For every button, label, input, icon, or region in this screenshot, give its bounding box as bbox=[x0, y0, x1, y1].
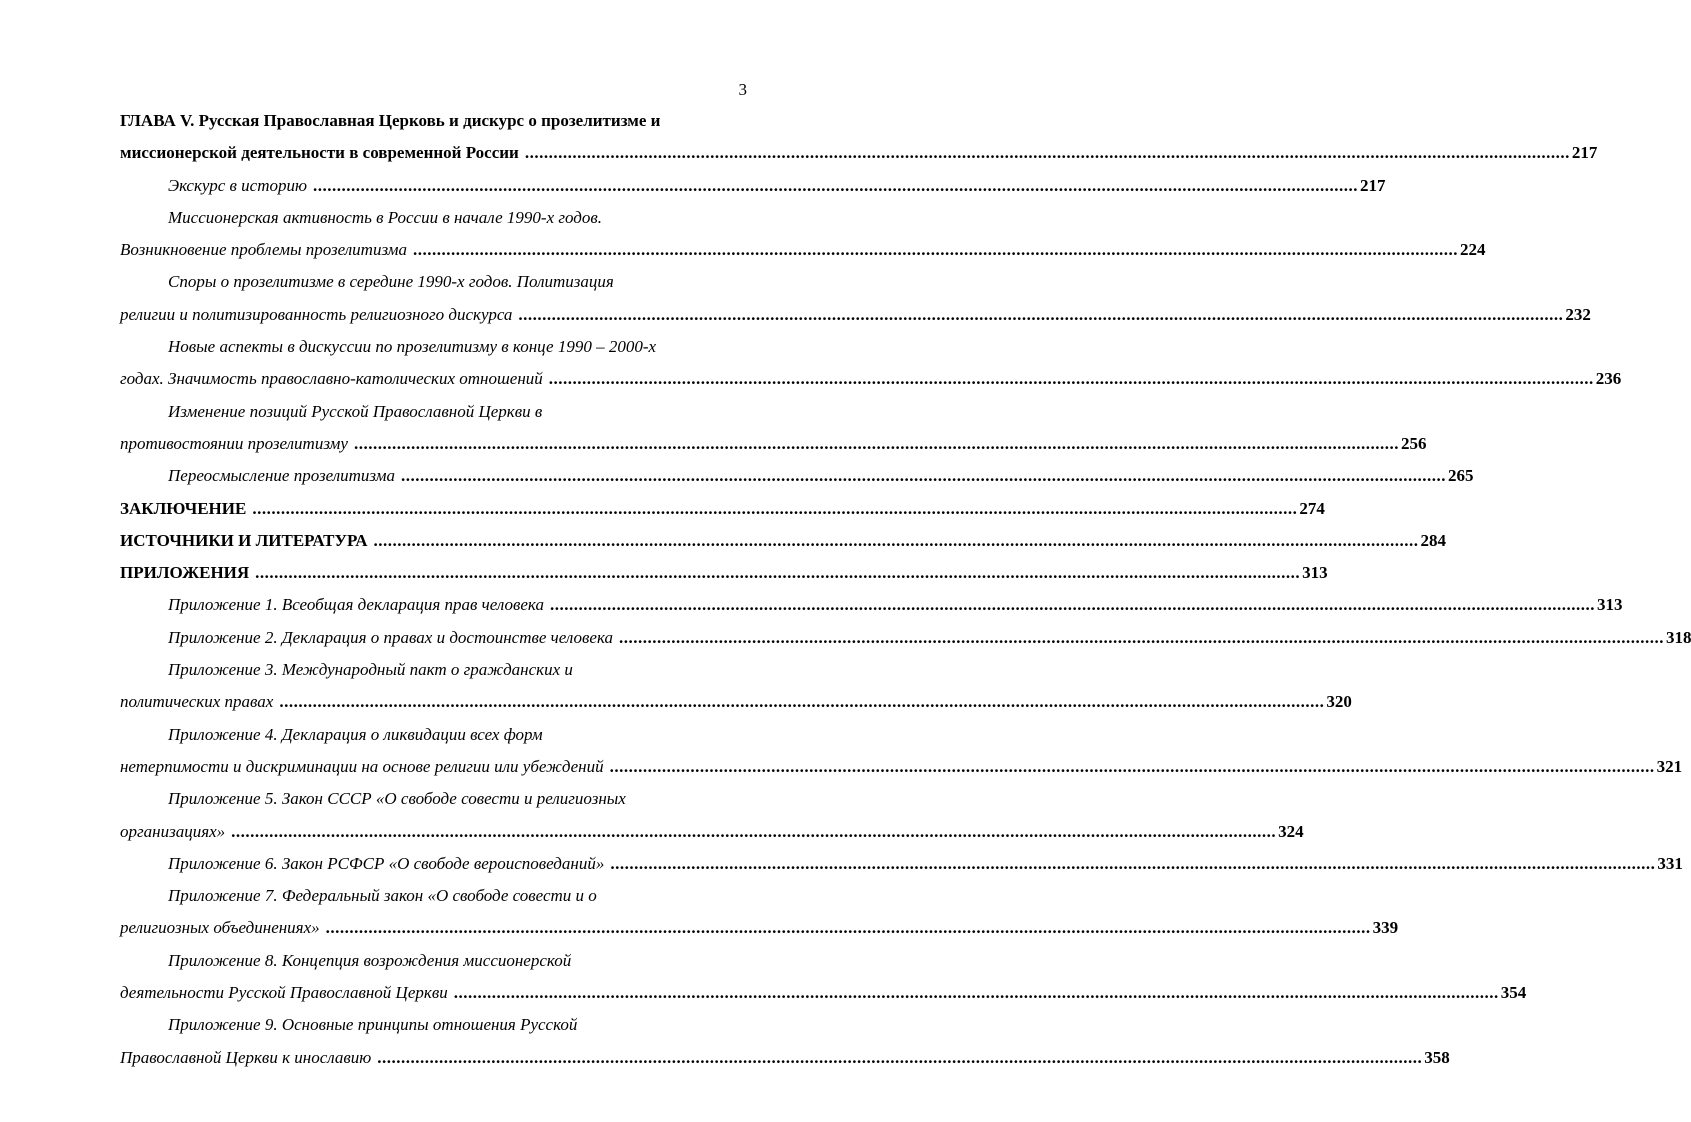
toc-entry-text: Переосмысление прозелитизма bbox=[168, 466, 395, 486]
toc-entry-text: организациях» bbox=[120, 821, 226, 841]
toc-entry-text: Приложение 2. Декларация о правах и достоинстве человека bbox=[168, 627, 613, 647]
toc-entry-text: годах. Значимость православно-католических отношений bbox=[120, 369, 543, 389]
toc-entry-text: Приложение 8. Концепция возрождения миссионерской bbox=[168, 950, 572, 970]
dot-leader: ............................................................................................................................................................................................................................ bbox=[279, 692, 1325, 712]
toc-entry-text: Приложение 9. Основные принципы отношения Русской bbox=[168, 1015, 578, 1035]
toc-page-number: 318 bbox=[1665, 627, 1691, 647]
toc-entry-text: Экскурс в историю bbox=[168, 175, 307, 195]
toc-section-excursus bbox=[120, 170, 1386, 202]
toc-page-number: 313 bbox=[1596, 595, 1623, 615]
dot-leader: ............................................................................................................................................................................................................................ bbox=[401, 466, 1446, 486]
toc-section-missionary-activity-line-2 bbox=[120, 234, 1486, 266]
toc-entry-text: Возникновение проблемы прозелитизма bbox=[120, 240, 408, 260]
toc-entry-text: ИСТОЧНИКИ И ЛИТЕРАТУРА bbox=[120, 530, 368, 550]
dot-leader: ............................................................................................................................................................................................................................ bbox=[255, 563, 1301, 583]
toc-entry-text: миссионерской деятельности в современной России bbox=[120, 143, 519, 163]
toc-entry-text: Изменение позиций Русской Православной Церкви в bbox=[168, 401, 543, 421]
toc-section-disputes-line-2 bbox=[120, 299, 1591, 331]
toc-entry-text: деятельности Русской Православной Церкви bbox=[120, 983, 448, 1003]
toc-entry-text: ГЛАВА V. Русская Православная Церковь и дискурс о прозелитизме и bbox=[120, 111, 661, 130]
toc-entry-text: Новые аспекты в дискуссии по прозелитизму в конце 1990 – 2000-х bbox=[168, 337, 657, 357]
toc-appendix-3-line-2 bbox=[120, 686, 1352, 718]
dot-leader: ............................................................................................................................................................................................................................ bbox=[231, 821, 1277, 841]
toc-entry-text: Приложение 3. Международный пакт о гражданских и bbox=[168, 660, 573, 680]
dot-leader: ............................................................................................................................................................................................................................ bbox=[377, 1047, 1423, 1067]
toc-entry-text: Споры о прозелитизме в середине 1990-х годов. Политизация bbox=[168, 272, 614, 292]
toc-page-number: 358 bbox=[1424, 1047, 1450, 1067]
toc-entry-text: противостоянии прозелитизму bbox=[120, 433, 348, 453]
toc-appendix-2 bbox=[120, 622, 1691, 654]
dot-leader: ............................................................................................................................................................................................................................ bbox=[609, 756, 1655, 776]
toc-sources bbox=[120, 525, 1446, 557]
toc-page-number: 321 bbox=[1656, 756, 1683, 776]
toc-appendix-4-line-1 bbox=[120, 719, 732, 751]
toc-appendix-9-line-2 bbox=[120, 1042, 1450, 1074]
toc-appendix-8-line-1 bbox=[120, 945, 732, 977]
dot-leader: ............................................................................................................................................................................................................................ bbox=[549, 595, 1595, 615]
toc-entry-text: ЗАКЛЮЧЕНИЕ bbox=[120, 498, 247, 518]
table-of-contents bbox=[120, 105, 1691, 1074]
toc-entry-text: политических правах bbox=[120, 692, 274, 712]
toc-page-number: 284 bbox=[1420, 530, 1446, 550]
dot-leader: ............................................................................................................................................................................................................................ bbox=[325, 918, 1371, 938]
toc-chapter-5-title-line-2 bbox=[120, 137, 1598, 169]
toc-page-number: 320 bbox=[1326, 692, 1352, 712]
toc-conclusion bbox=[120, 493, 1325, 525]
toc-section-missionary-activity-line-1 bbox=[120, 202, 732, 234]
toc-entry-text: Приложение 6. Закон РСФСР «О свободе вероисповеданий» bbox=[168, 853, 605, 873]
toc-section-new-aspects-line-1 bbox=[120, 331, 732, 363]
toc-entry-text: Приложение 1. Всеобщая декларация прав человека bbox=[168, 595, 544, 615]
toc-section-position-change-line-2 bbox=[120, 428, 1427, 460]
toc-entry-text: религии и политизированность религиозного дискурса bbox=[120, 304, 513, 324]
dot-leader: ............................................................................................................................................................................................................................ bbox=[618, 627, 1664, 647]
toc-appendix-6 bbox=[120, 848, 1683, 880]
toc-entry-text: религиозных объединениях» bbox=[120, 918, 320, 938]
toc-appendix-1 bbox=[120, 589, 1623, 621]
dot-leader: ............................................................................................................................................................................................................................ bbox=[252, 498, 1298, 518]
dot-leader: ............................................................................................................................................................................................................................ bbox=[453, 983, 1499, 1003]
toc-entry-text: Приложение 7. Федеральный закон «О свободе совести и о bbox=[168, 886, 597, 906]
toc-appendix-4-line-2 bbox=[120, 751, 1683, 783]
toc-page-number: 217 bbox=[1571, 143, 1598, 163]
toc-page-number: 339 bbox=[1372, 918, 1399, 938]
dot-leader: ............................................................................................................................................................................................................................ bbox=[413, 240, 1459, 260]
toc-page-number: 324 bbox=[1278, 821, 1304, 841]
dot-leader: ............................................................................................................................................................................................................................ bbox=[373, 530, 1419, 550]
toc-appendix-3-line-1 bbox=[120, 654, 732, 686]
toc-entry-text: ПРИЛОЖЕНИЯ bbox=[120, 563, 250, 583]
toc-appendices bbox=[120, 557, 1328, 589]
toc-entry-text: Приложение 5. Закон СССР «О свободе совести и религиозных bbox=[168, 789, 626, 809]
dot-leader: ............................................................................................................................................................................................................................ bbox=[610, 853, 1656, 873]
toc-section-rethinking bbox=[120, 460, 1474, 492]
toc-page-number: 236 bbox=[1595, 369, 1622, 389]
toc-page-number: 232 bbox=[1565, 304, 1591, 324]
dot-leader: ............................................................................................................................................................................................................................ bbox=[353, 433, 1399, 453]
toc-page-number: 256 bbox=[1400, 433, 1427, 453]
toc-page-number: 217 bbox=[1360, 175, 1386, 195]
toc-appendix-9-line-1 bbox=[120, 1009, 732, 1041]
toc-page-number: 274 bbox=[1299, 498, 1325, 518]
toc-appendix-7-line-1 bbox=[120, 880, 732, 912]
toc-page-number: 354 bbox=[1500, 983, 1527, 1003]
toc-page-number: 224 bbox=[1460, 240, 1486, 260]
dot-leader: ............................................................................................................................................................................................................................ bbox=[518, 304, 1564, 324]
toc-appendix-5-line-1 bbox=[120, 783, 732, 815]
page-number: 3 bbox=[738, 80, 747, 99]
toc-appendix-7-line-2 bbox=[120, 912, 1399, 944]
dot-leader: ............................................................................................................................................................................................................................ bbox=[313, 175, 1358, 195]
toc-section-position-change-line-1 bbox=[120, 396, 732, 428]
toc-entry-text: Приложение 4. Декларация о ликвидации всех форм bbox=[168, 724, 543, 744]
toc-page-number: 331 bbox=[1657, 853, 1683, 873]
toc-appendix-5-line-2 bbox=[120, 816, 1304, 848]
toc-chapter-5-title-line-1 bbox=[120, 105, 732, 137]
toc-section-new-aspects-line-2 bbox=[120, 363, 1622, 395]
toc-section-disputes-line-1 bbox=[120, 266, 732, 298]
dot-leader: ............................................................................................................................................................................................................................ bbox=[548, 369, 1594, 389]
toc-page-number: 313 bbox=[1302, 563, 1328, 583]
toc-page-number: 265 bbox=[1448, 466, 1474, 486]
toc-entry-text: Православной Церкви к инославию bbox=[120, 1047, 372, 1067]
toc-appendix-8-line-2 bbox=[120, 977, 1527, 1009]
dot-leader: ............................................................................................................................................................................................................................ bbox=[524, 143, 1570, 163]
toc-entry-text: Миссионерская активность в России в начале 1990-х годов. bbox=[168, 207, 602, 227]
toc-entry-text: нетерпимости и дискриминации на основе религии или убеждений bbox=[120, 756, 604, 776]
